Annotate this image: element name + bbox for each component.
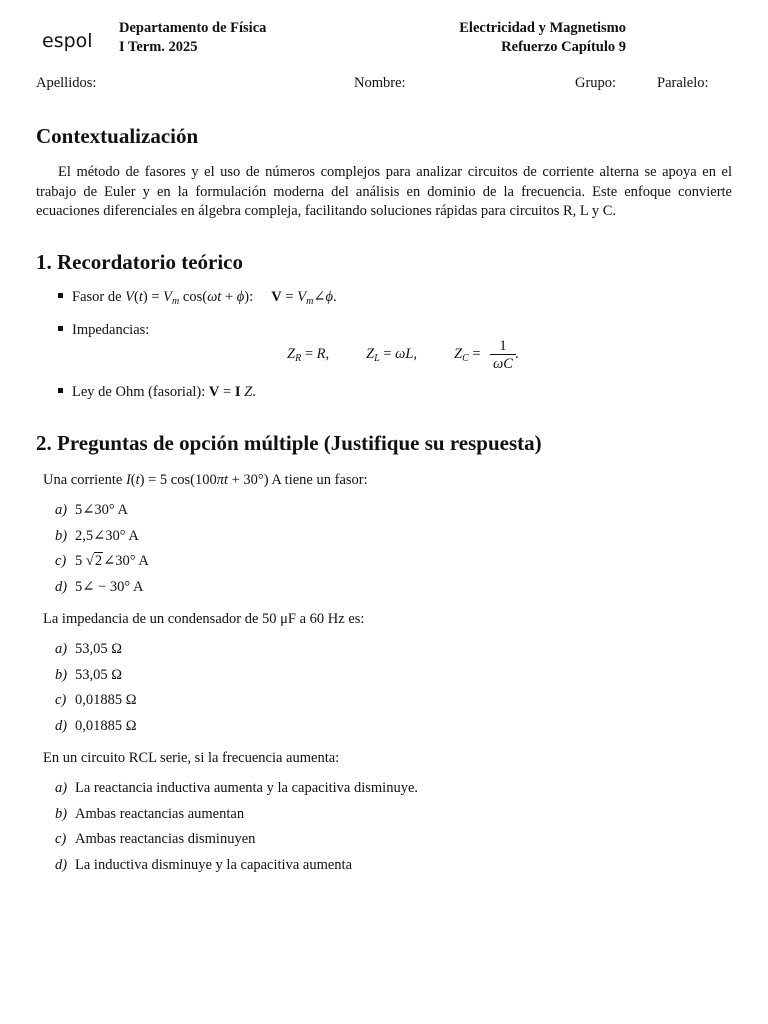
q1-stem-suffix: A tiene un fasor: [268, 472, 368, 488]
bullet-square-icon [58, 293, 63, 298]
q3-option-b[interactable]: b) Ambas reactancias aumentan [55, 806, 245, 822]
chapter-name: Refuerzo Capítulo 9 [501, 39, 626, 55]
q1-option-b[interactable]: b) 2,5∠30° A [55, 528, 139, 544]
q3-option-c[interactable]: c) Ambas reactancias disminuyen [55, 831, 256, 847]
bullet-impedances [58, 322, 149, 339]
q3-option-a[interactable]: a) La reactancia inductiva aumenta y la capacitiva disminuye. [55, 780, 419, 796]
q3-option-d[interactable]: d) La inductiva disminuye y la capacitiva aumenta [55, 857, 353, 873]
field-grupo[interactable]: Grupo: [575, 75, 617, 91]
q2-option-a[interactable]: a) 53,05 Ω [55, 641, 123, 657]
context-paragraph: El método de fasores y el uso de números complejos para analizar circuitos de corriente alterna se apoya en el trabajo de Euler y en la formulación moderna del análisis en dominio de la frecuencia. Este enfoque convierte ecuaciones diferenciales en álgebra compleja, facilitando soluciones rápidas para circuitos R, L y C. [36, 164, 732, 219]
question-3: En un circuito RCL serie, si la frecuencia aumenta: [43, 750, 340, 766]
q2-option-b[interactable]: b) 53,05 Ω [55, 667, 123, 683]
field-paralelo[interactable]: Paralelo: [657, 75, 709, 91]
logo-text: espol [42, 30, 93, 52]
exam-page: espol Departamento de Física I Term. 2025 Electricidad y Magnetismo Refuerzo Capítulo 9 Apellidos: Nombre: Grupo: Paralelo: Contextualización El método de fasores y el uso de números complejos para analizar circuitos de corriente alterna se apoya en el trabajo de Euler y en la formulación moderna del análisis en dominio de la frecuencia. Este enfoque convierte ecuaciones diferenciales en álgebra compleja, facilitando soluciones rápidas para circuitos R, L y C. 1. Recordatorio teórico Fasor de $V(t) = V_m$ cos(ωt + ϕ): $V = V_m\angle\phi$. Impedancias: $Z_R = R$, $Z_L = \omega L$, $Z_C$ = $\frac{1}{\omega C}$ . Ley de Ohm (fasorial): V = I Z. 2. Preguntas de opción múltiple (Justifique su respuesta) Una corriente I(t) = 5 cos(100πt + 30°) A tiene un fasor: a) 5∠30° A b) 2,5∠30° A c) 5 √2∠30° A d) 5∠ − 30° A La impedancia de un condensador de 50 μF a 60 Hz es: a) 53,05 Ω b) 53,05 Ω c) 0,01885 Ω d) 0,01885 Ω En un circuito RCL serie, si la frecuencia aumenta: a) La reactancia inductiva aumenta y la capacitiva disminuye. b) Ambas reactancias aumentan c) Ambas reactancias disminuyen d) La inductiva disminuye y la capacitiva aumenta [36, 20, 732, 873]
q1-option-d[interactable]: d) 5∠ − 30° A [55, 579, 144, 595]
department: Departamento de Física [119, 20, 267, 36]
mc-heading: 2. Preguntas de opción múltiple (Justifique su respuesta) [36, 431, 542, 455]
field-apellidos[interactable]: Apellidos: [36, 75, 97, 91]
context-heading: Contextualización [36, 124, 199, 148]
bullet-phasor: Fasor de $V(t) = V_m$ cos(ωt + ϕ): $V = V_m\angle\phi$. [58, 289, 337, 307]
q2-option-c[interactable]: c) 0,01885 Ω [55, 692, 137, 708]
q1-option-a[interactable]: a) 5∠30° A [55, 502, 128, 518]
q2-option-d[interactable]: d) 0,01885 Ω [55, 718, 137, 734]
course-name: Electricidad y Magnetismo [459, 20, 626, 36]
bullet-square-icon [58, 388, 63, 393]
header-right [459, 19, 626, 57]
bullet-impedances-text: Impedancias: [72, 322, 150, 338]
field-nombre[interactable]: Nombre: [354, 75, 406, 91]
question-1: Una corriente I(t) = 5 cos(100πt + 30°) A tiene un fasor: [43, 472, 368, 488]
header-left [119, 19, 266, 57]
capacitor-impedance-fraction: $\frac{1}{\omega C}$ [490, 338, 516, 373]
q1-option-c[interactable]: c) 5 √2∠30° A [55, 553, 149, 569]
bullet-phasor-text: Fasor de [72, 289, 126, 305]
bullet-square-icon [58, 326, 63, 331]
q1-stem-prefix: Una corriente [43, 472, 126, 488]
theory-heading: 1. Recordatorio teórico [36, 250, 243, 274]
question-2: La impedancia de un condensador de 50 μF a 60 Hz es: [43, 611, 365, 627]
bullet-ohm-text: Ley de Ohm (fasorial): [72, 384, 209, 400]
bullet-ohm: Ley de Ohm (fasorial): V = I Z. [58, 384, 256, 401]
espol-logo [42, 28, 98, 54]
term: I Term. 2025 [119, 39, 198, 55]
